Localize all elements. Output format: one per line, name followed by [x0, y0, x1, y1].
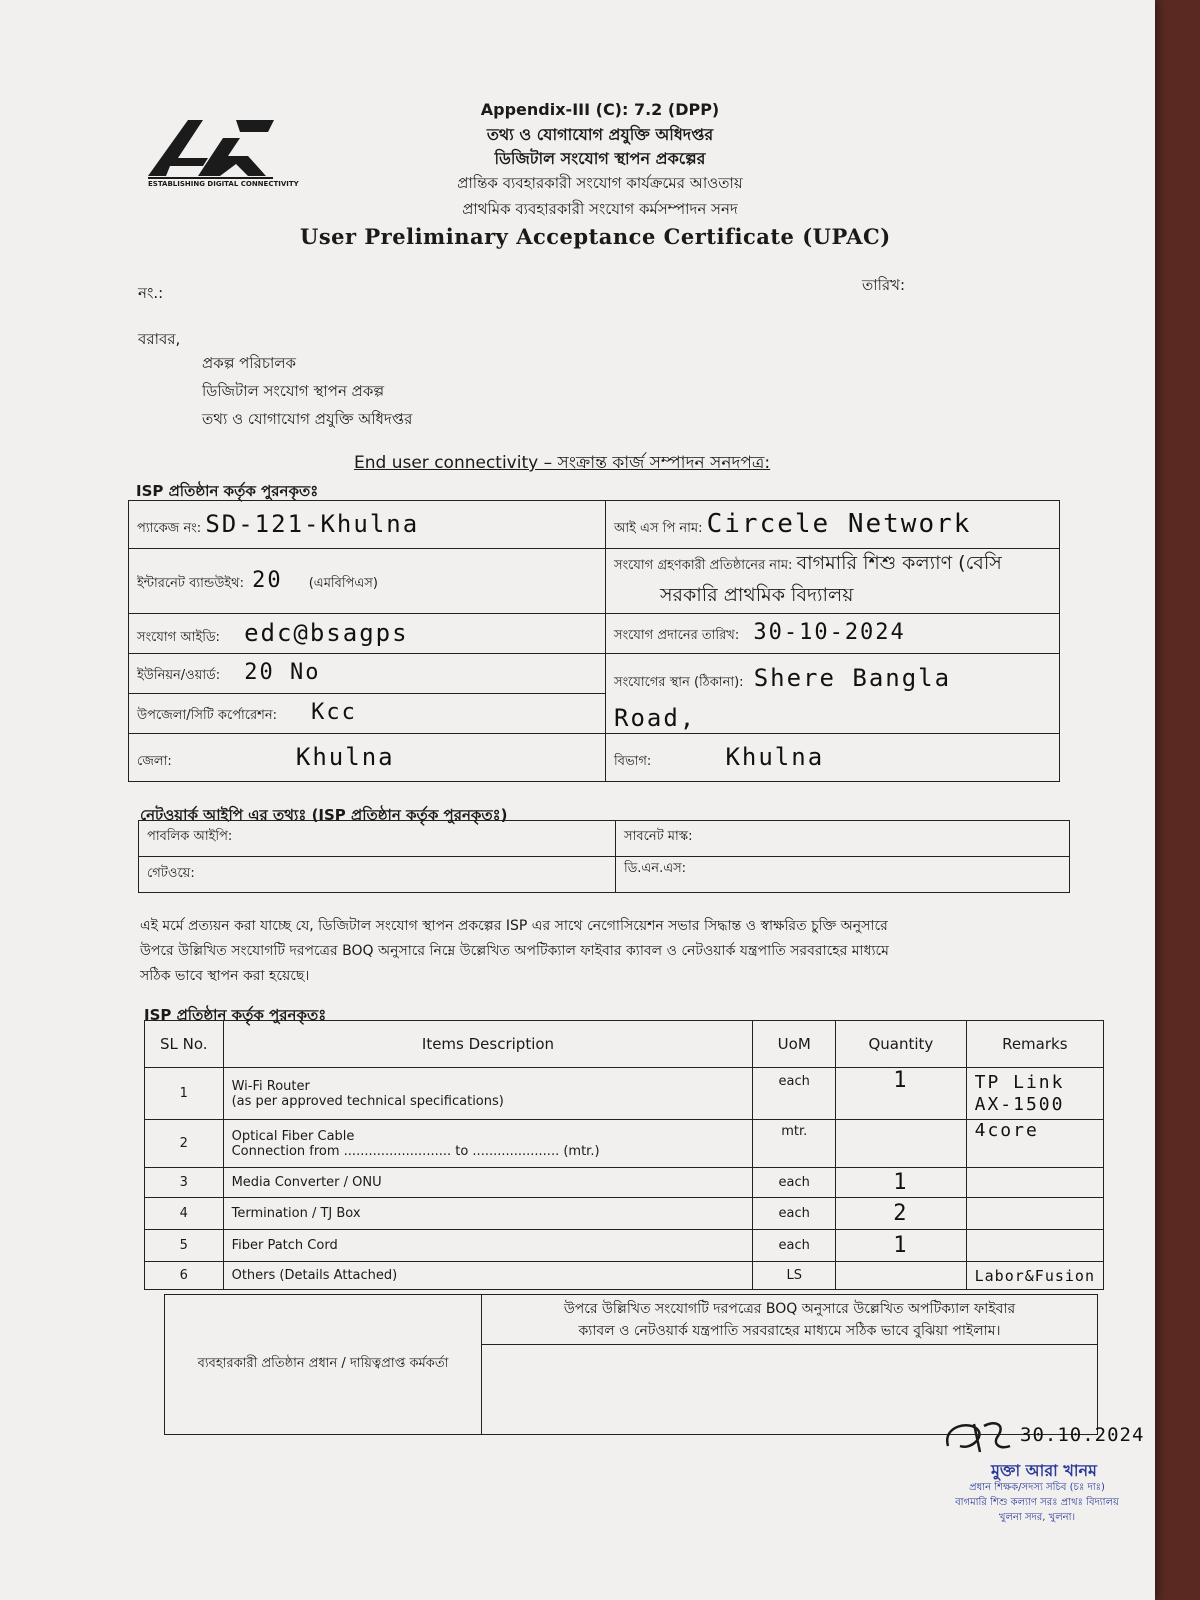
row-quantity: 2	[836, 1198, 967, 1230]
table-row	[145, 1198, 1104, 1230]
stamp-line-2: বাগমারি শিশু কল্যাণ সরঃ প্রাথঃ বিদ্যালয়	[955, 1497, 1119, 1508]
bandwidth-value: 20	[252, 567, 283, 593]
address-line-1: প্রকল্প পরিচালক	[202, 354, 297, 372]
district-cell	[129, 734, 606, 782]
isp-name-label: আই এস পি নাম:	[614, 521, 703, 536]
receiver-label: সংযোগ গ্রহণকারী প্রতিষ্ঠানের নাম:	[614, 558, 793, 573]
package-cell	[129, 501, 606, 549]
division-value: Khulna	[725, 742, 825, 771]
subnet-label: সাবনেট মাস্ক:	[624, 829, 693, 844]
reference-no-label: নং.:	[138, 284, 164, 302]
row-sl: 4	[145, 1198, 224, 1230]
row-sl: 3	[145, 1168, 224, 1198]
row-uom: each	[753, 1198, 836, 1230]
ack-line-1: উপরে উল্লিখিত সংযোগটি দরপত্রের BOQ অনুসারে উল্লেখিত অপটিক্যাল ফাইবার	[563, 1300, 1016, 1317]
upazila-cell	[129, 694, 606, 734]
acknowledgement-table	[164, 1294, 1098, 1435]
row-remarks	[966, 1168, 1103, 1198]
signature-mark	[940, 1416, 1020, 1456]
row-uom: each	[753, 1068, 836, 1120]
row-description	[223, 1120, 753, 1168]
declaration-line-2: উপরে উল্লিখিত সংযোগটি দরপত্রের BOQ অনুসারে নিম্নে উল্লেখিত অপটিক্যাল ফাইবার ক্যাবল ও নেটওয়ার্ক যন্ত্রপাতি সরবরাহের মাধ্যমে	[140, 943, 889, 959]
row-remarks	[966, 1120, 1103, 1168]
connection-info-table	[128, 500, 1060, 782]
division-cell	[606, 734, 1060, 782]
location-value-2: Road,	[614, 704, 697, 732]
row-uom: LS	[753, 1262, 836, 1290]
connection-id-value: edc@bsagps	[244, 618, 409, 647]
table-row	[145, 1230, 1104, 1262]
row-sl: 5	[145, 1230, 224, 1262]
items-table	[144, 1020, 1104, 1290]
header-description: Items Description	[223, 1021, 753, 1068]
official-stamp	[932, 1480, 1142, 1525]
row-sl: 1	[145, 1068, 224, 1120]
connection-date-label: সংযোগ প্রদানের তারিখ:	[614, 628, 740, 643]
subnet-cell	[616, 821, 1070, 857]
division-label: বিভাগ:	[614, 753, 652, 769]
header-remarks: Remarks	[966, 1021, 1103, 1068]
union-value: 20 No	[244, 660, 321, 685]
location-cell	[606, 654, 1060, 734]
table-row	[145, 1068, 1104, 1120]
ack-statement-cell	[482, 1295, 1098, 1345]
table-row	[145, 1168, 1104, 1198]
ack-line-2: ক্যাবল ও নেটওয়ার্ক যন্ত্রপাতি সরবরাহের মাধ্যমে সঠিক ভাবে বুঝিয়া পাইলাম।	[578, 1322, 1001, 1339]
upazila-label: উপজেলা/সিটি কর্পোরেশন:	[137, 708, 278, 723]
package-value: SD-121-Khulna	[205, 509, 420, 538]
isp-name-value: Circele Network	[706, 509, 972, 539]
row-quantity	[836, 1262, 967, 1290]
location-value-1: Shere Bangla	[753, 664, 952, 692]
row-quantity	[836, 1120, 967, 1168]
row-description	[223, 1068, 753, 1120]
address-line-3: তথ্য ও যোগাযোগ প্রযুক্তি অধিদপ্তর	[202, 410, 413, 428]
bandwidth-unit: (এমবিপিএস)	[308, 575, 378, 591]
network-section-title: নেটওয়ার্ক আইপি এর তথ্যঃ (ISP প্রতিষ্ঠান কর্তৃক পুরনকৃতঃ)	[140, 806, 508, 824]
bandwidth-cell	[129, 549, 606, 614]
dns-cell	[616, 857, 1070, 893]
district-value: Khulna	[295, 742, 395, 771]
row-quantity: 1	[836, 1168, 967, 1198]
appendix-label: Appendix-III (C): 7.2 (DPP)	[480, 100, 720, 119]
receiver-cell	[606, 549, 1060, 614]
package-label: প্যাকেজ নং:	[137, 520, 202, 536]
row-remarks-2: AX-1500	[974, 1093, 1065, 1115]
gateway-label: গেটওয়ে:	[147, 866, 195, 881]
row-description: Others (Details Attached)	[223, 1262, 753, 1290]
row-remarks-1: 4core	[974, 1120, 1039, 1141]
district-label: জেলা:	[137, 753, 172, 769]
dns-label: ডি.এন.এস:	[624, 861, 687, 876]
row-remarks	[966, 1068, 1103, 1120]
date-label: তারিখ:	[862, 276, 906, 294]
declaration-line-1: এই মর্মে প্রত্যয়ন করা যাচ্ছে যে, ডিজিটাল সংযোগ স্থাপন প্রকল্পের ISP এর সাথে নেগোসিয়েশন সভার সিদ্ধান্ত ও স্বাক্ষরিত চুক্তি অনুসারে	[140, 918, 888, 934]
connection-id-cell	[129, 614, 606, 654]
ack-signer-label: ব্যবহারকারী প্রতিষ্ঠান প্রধান / দায়িত্বপ্রাপ্ত কর্মকর্তা	[197, 1356, 449, 1371]
union-label: ইউনিয়ন/ওয়ার্ড:	[137, 668, 221, 683]
row-quantity: 1	[836, 1230, 967, 1262]
bandwidth-label: ইন্টারনেট ব্যান্ডউইথ:	[137, 575, 244, 591]
row-sl: 6	[145, 1262, 224, 1290]
row-uom: mtr.	[753, 1120, 836, 1168]
row-description: Fiber Patch Cord	[223, 1230, 753, 1262]
upazila-value: Kcc	[311, 700, 357, 725]
gateway-cell	[139, 857, 616, 893]
row-remarks	[966, 1230, 1103, 1262]
row-sl: 2	[145, 1120, 224, 1168]
public-ip-cell	[139, 821, 616, 857]
row-desc-main: Optical Fiber Cable	[231, 1128, 355, 1144]
stamp-name: মুক্তা আরা খানম	[991, 1461, 1097, 1480]
row-remarks-1: TP Link	[974, 1071, 1065, 1093]
row-remarks: Labor&Fusion	[966, 1262, 1103, 1290]
program-name: প্রান্তিক ব্যবহারকারী সংযোগ কার্যক্রমের আওতায়	[457, 174, 743, 192]
stamp-line-3: খুলনা সদর, খুলনা।	[998, 1512, 1076, 1523]
ack-signer-cell	[165, 1295, 482, 1435]
signature-date: 30.10.2024	[1020, 1424, 1145, 1446]
header-quantity: Quantity	[836, 1021, 967, 1068]
row-desc-main: Wi-Fi Router	[231, 1078, 310, 1094]
certificate-title-bn: প্রাথমিক ব্যবহারকারী সংযোগ কর্মসম্পাদন সনদ	[462, 200, 738, 218]
row-description: Media Converter / ONU	[223, 1168, 753, 1198]
row-uom: each	[753, 1168, 836, 1198]
header-sl: SL No.	[145, 1021, 224, 1068]
table-row	[145, 1262, 1104, 1290]
union-cell	[129, 654, 606, 694]
network-info-table	[138, 820, 1070, 893]
receiver-value-1: বাগমারি শিশু কল্যাণ (বেসি	[796, 552, 1002, 574]
isp-name-cell	[606, 501, 1060, 549]
location-label: সংযোগের স্থান (ঠিকানা):	[614, 675, 744, 690]
stamp-line-1: প্রধান শিক্ষক/সদস্য সচিব (চঃ দাঃ)	[969, 1482, 1105, 1493]
certificate-title-en: User Preliminary Acceptance Certificate (UPAC)	[300, 224, 891, 249]
address-line-2: ডিজিটাল সংযোগ স্থাপন প্রকল্প	[202, 382, 385, 400]
subject-line: End user connectivity – সংক্রান্ত কার্জ সম্পাদন সনদপত্র:	[354, 453, 771, 473]
address-to: বরাবর,	[138, 330, 181, 348]
row-description: Termination / TJ Box	[223, 1198, 753, 1230]
row-quantity: 1	[836, 1068, 967, 1120]
connection-date-cell	[606, 614, 1060, 654]
declaration-line-3: সঠিক ভাবে স্থাপন করা হয়েছে।	[140, 968, 310, 984]
receiver-value-2: সরকারি প্রাথমিক বিদ্যালয়	[660, 584, 854, 606]
project-name: ডিজিটাল সংযোগ স্থাপন প্রকল্পের	[494, 149, 706, 168]
row-desc-sub: Connection from .......................... to ..................... (mtr.)	[231, 1143, 600, 1159]
org-name: তথ্য ও যোগাযোগ প্রযুক্তি অধিদপ্তর	[486, 125, 714, 144]
table-row	[145, 1120, 1104, 1168]
connection-id-label: সংযোগ আইডি:	[137, 629, 220, 645]
row-remarks	[966, 1198, 1103, 1230]
connection-date-value: 30-10-2024	[753, 620, 906, 645]
public-ip-label: পাবলিক আইপি:	[147, 829, 233, 844]
header-uom: UoM	[753, 1021, 836, 1068]
row-uom: each	[753, 1230, 836, 1262]
logo-caption: ESTABLISHING DIGITAL CONNECTIVITY	[148, 180, 299, 188]
items-section-title: ISP প্রতিষ্ঠান কর্তৃক পুরনকৃতঃ	[144, 1006, 327, 1024]
row-desc-sub: (as per approved technical specifications)	[231, 1093, 504, 1109]
isp-section-title: ISP প্রতিষ্ঠান কর্তৃক পুরনকৃতঃ	[136, 482, 319, 500]
declaration-text	[140, 914, 1100, 989]
